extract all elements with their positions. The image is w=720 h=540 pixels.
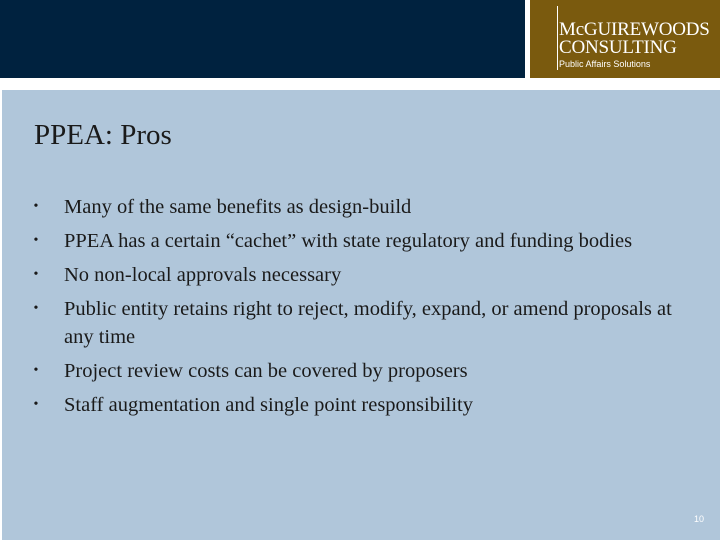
logo-divider [557,6,558,70]
bullet-item [30,295,700,351]
logo-tagline: Public Affairs Solutions [559,59,651,69]
header-bar [0,0,525,78]
logo-line-1: McGUIREWOODS [559,19,710,40]
bullet-icon: • [33,267,39,282]
bullet-icon: • [33,363,39,378]
bullet-icon: • [33,397,39,412]
page-number: 10 [693,514,704,524]
bullet-list [30,193,700,425]
bullet-text: PPEA has a certain “cachet” with state regulatory and funding bodies [64,230,633,252]
bullet-item [30,357,700,385]
bullet-text: Project review costs can be covered by proposers [64,360,468,382]
bullet-item [30,391,700,419]
slide-title: PPEA: Pros [34,119,172,151]
bullet-text: Staff augmentation and single point responsibility [64,394,473,416]
bullet-icon: • [33,199,39,214]
logo-line-2: CONSULTING [559,37,677,58]
bullet-icon: • [33,301,39,316]
company-logo [530,0,720,78]
bullet-item [30,193,700,221]
bullet-text: Public entity retains right to reject, modify, expand, or amend proposals at any time [64,298,672,348]
bullet-icon: • [33,233,39,248]
bullet-item [30,227,700,255]
bullet-text: Many of the same benefits as design-build [64,196,412,218]
bullet-text: No non-local approvals necessary [64,264,342,286]
bullet-item [30,261,700,289]
